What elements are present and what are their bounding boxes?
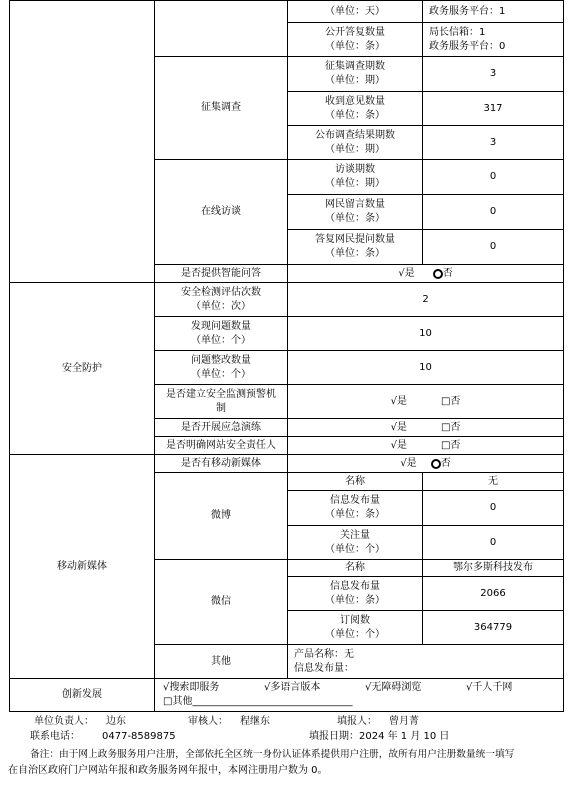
top-row2-value: 局长信箱：1 政务服务平台：0 — [422, 22, 564, 57]
security-drill-options — [287, 418, 564, 437]
footer-filler: 填报人： 曾月菁 — [337, 716, 419, 727]
interview-periods-value: 0 — [422, 159, 564, 195]
security-issues-label: 发现问题数量 （单位：个） — [154, 316, 288, 351]
interview-group-label: 在线访谈 — [154, 159, 288, 265]
innovation-options — [154, 678, 564, 712]
footer-signatures: 单位负责人： 边东 — [34, 716, 126, 727]
security-drill-no[interactable]: □否 — [440, 421, 461, 433]
col-a-top-blank — [9, 0, 155, 283]
weixin-subscribers-value: 364779 — [422, 610, 564, 645]
col-b-top-blank — [154, 0, 288, 57]
top-row1-label: （单位：天） — [287, 0, 423, 23]
security-drill-yes[interactable]: √是 — [390, 421, 407, 433]
mobile-group-label: 移动新媒体 — [9, 454, 155, 679]
survey-periods-value: 3 — [422, 56, 564, 92]
weibo-followers-label: 关注量 （单位：个） — [287, 525, 423, 560]
survey-periods-label: 征集调查期数 （单位：期） — [287, 56, 423, 92]
innovation-option-accessibility[interactable]: √无障碍浏览 — [365, 682, 422, 693]
security-drill-label: 是否开展应急演练 — [154, 418, 288, 437]
weibo-posts-value: 0 — [422, 490, 564, 526]
weixin-label: 微信 — [154, 559, 288, 645]
mobile-has-no-radio-icon[interactable] — [431, 459, 441, 469]
innovation-group-label: 创新发展 — [9, 678, 155, 712]
smart-qa-yes[interactable]: √是 — [398, 267, 415, 279]
interview-messages-value: 0 — [422, 194, 564, 230]
security-owner-yes[interactable]: √是 — [390, 439, 407, 451]
security-warning-no[interactable]: □否 — [440, 395, 461, 407]
innovation-option-multilang[interactable]: √多语言版本 — [264, 682, 321, 693]
mobile-has-label: 是否有移动新媒体 — [154, 454, 288, 473]
weixin-name-label: 名称 — [287, 559, 423, 577]
security-fixed-value: 10 — [287, 350, 564, 385]
weixin-posts-label: 信息发布量 （单位：条） — [287, 576, 423, 611]
mobile-has-options — [287, 454, 564, 473]
weixin-subscribers-label: 订阅数 （单位：个） — [287, 610, 423, 645]
top-row1-value: 政务服务平台：1 — [422, 0, 564, 23]
footer-note-line2: 在自治区政府门户网站年报和政务服务网年报中，本网注册用户数为 0。 — [8, 765, 328, 776]
footer-reviewer: 审核人： 程继东 — [188, 716, 270, 727]
smart-qa-options — [287, 264, 564, 283]
weixin-name-value: 鄂尔多斯科技发布 — [422, 559, 564, 577]
smart-qa-no: 否 — [442, 267, 453, 279]
weibo-label: 微博 — [154, 472, 288, 560]
smart-qa-label: 是否提供智能问答 — [154, 264, 288, 283]
security-owner-label: 是否明确网站安全责任人 — [154, 436, 288, 455]
weibo-name-value: 无 — [422, 472, 564, 491]
security-warning-options — [287, 384, 564, 419]
interview-messages-label: 网民留言数量 （单位：条） — [287, 194, 423, 230]
security-fixed-label: 问题整改数量 （单位：个） — [154, 350, 288, 385]
security-warning-label: 是否建立安全监测预警机 制 — [154, 384, 288, 419]
other-media-value: 产品名称：无 信息发布量： — [287, 644, 564, 679]
footer-date: 填报日期：2024 年 1 月 10 日 — [309, 731, 450, 742]
mobile-has-yes[interactable]: √是 — [400, 457, 417, 469]
security-owner-no[interactable]: □否 — [440, 439, 461, 451]
weibo-name-label: 名称 — [287, 472, 423, 491]
survey-results-label: 公布调查结果期数 （单位：期） — [287, 125, 423, 160]
weibo-posts-label: 信息发布量 （单位：条） — [287, 490, 423, 526]
interview-answers-value: 0 — [422, 229, 564, 265]
top-row2-label: 公开答复数量 （单位：条） — [287, 22, 423, 57]
smart-qa-no-radio-icon[interactable] — [433, 269, 443, 279]
interview-answers-label: 答复网民提问数量 （单位：条） — [287, 229, 423, 265]
interview-periods-label: 访谈期数 （单位：期） — [287, 159, 423, 195]
innovation-option-personalized[interactable]: √千人千网 — [466, 682, 513, 693]
survey-opinions-label: 收到意见数量 （单位：条） — [287, 91, 423, 126]
mobile-has-no: 否 — [440, 457, 451, 469]
survey-group-label: 征集调查 — [154, 56, 288, 160]
security-issues-value: 10 — [287, 316, 564, 351]
security-owner-options — [287, 436, 564, 455]
innovation-option-other[interactable]: □其他________________________________ — [163, 696, 353, 707]
security-tests-value: 2 — [287, 282, 564, 317]
survey-results-value: 3 — [422, 125, 564, 160]
security-group-label: 安全防护 — [9, 282, 155, 455]
other-media-label: 其他 — [154, 644, 288, 679]
weixin-posts-value: 2066 — [422, 576, 564, 611]
security-tests-label: 安全检测评估次数 （单位：次） — [154, 282, 288, 317]
security-warning-yes[interactable]: √是 — [390, 395, 407, 407]
weibo-followers-value: 0 — [422, 525, 564, 560]
footer-note-line1: 备注：由于网上政务服务用户注册，全部依托全区统一身份认证体系提供用户注册，故所有用户注册数量统一填写 — [30, 749, 515, 760]
footer-phone: 联系电话： 0477-8589875 — [30, 731, 176, 742]
innovation-option-search[interactable]: √搜索即服务 — [163, 682, 220, 693]
survey-opinions-value: 317 — [422, 91, 564, 126]
